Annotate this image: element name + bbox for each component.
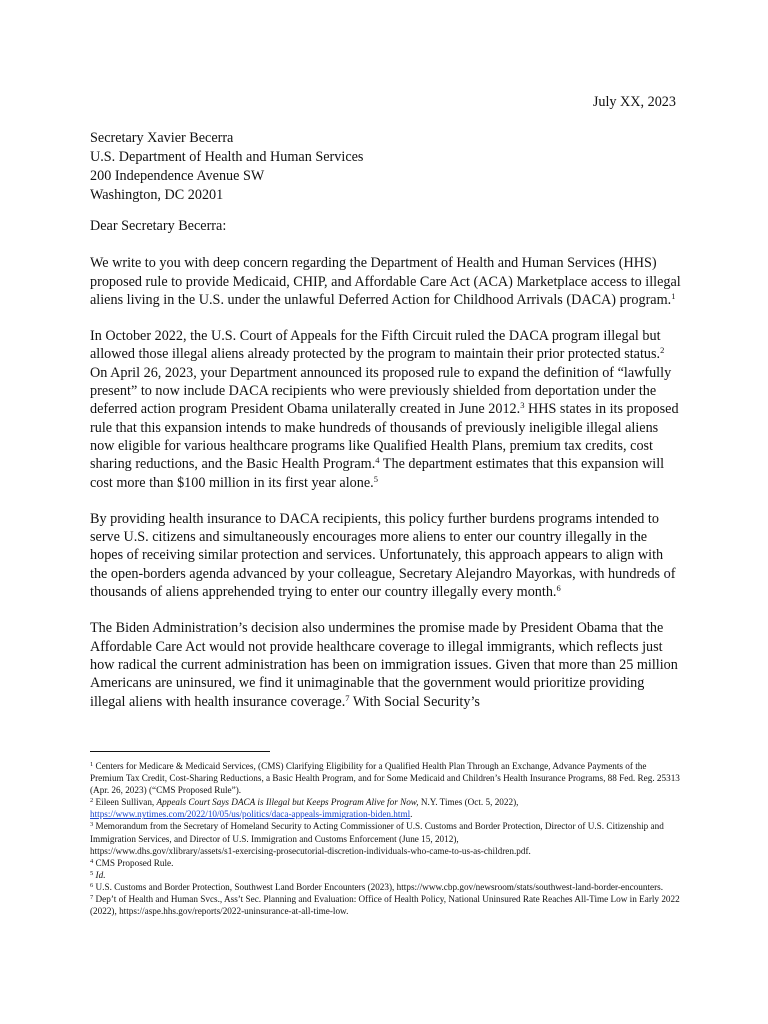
- footnote-text: N.Y. Times (Oct. 5, 2022),: [418, 797, 519, 808]
- footnotes: [90, 760, 680, 917]
- paragraph-2: [90, 327, 682, 492]
- footnote-text: Eileen Sullivan,: [93, 797, 157, 808]
- footnote-ref-5: 5: [373, 473, 378, 484]
- footnote-7: [90, 893, 680, 917]
- footnote-text: Centers for Medicare & Medicaid Services, (CMS) Clarifying Eligibility for a Qualified Health Plan Through an Exchange, Advance Payments of the Premium Tax Credit, Cost-Sharing Reductions, a Basic Health Program, and for Some Medicaid and Children’s Health Insurance Programs, 88 Fed. Reg. 25313 (Apr. 26, 2023) (“CMS Proposed Rule”).: [90, 761, 680, 796]
- paragraph-2-part-2: On April 26, 2023, your Department announced its proposed rule to expand the definition of “lawfully present” to now include DACA recipients who were previously shielded from deportation under the deferred action program President Obama unilaterally created in June 2012.: [90, 364, 672, 418]
- footnote-3: [90, 820, 680, 856]
- letter-body: [90, 217, 682, 729]
- footnote-url: https://www.dhs.gov/xlibrary/assets/s1-exercising-prosecutorial-discretion-individuals-who-came-to-us-as-children.pdf: [90, 845, 529, 856]
- paragraph-4: [90, 619, 682, 710]
- footnote-text: Memorandum from the Secretary of Homeland Security to Acting Commissioner of U.S. Customs and Border Protection, Director of U.S. Citizenship and Immigration Services, and Director of U.S. Immigration and Customs Enforcement (June 15, 2012),: [90, 821, 664, 844]
- footnote-ref-6: 6: [556, 583, 561, 594]
- footnote-2: [90, 796, 680, 820]
- footnote-text: CMS Proposed Rule.: [93, 857, 174, 868]
- letter-date: July XX, 2023: [592, 94, 676, 110]
- paragraph-3-text: By providing health insurance to DACA recipients, this policy further burdens programs intended to serve U.S. citizens and simultaneously encourages more aliens to enter our country illegally in the hopes of receiving similar protection and services. Unfortunately, this approach appears to align with the open-borders agenda advanced by your colleague, Secretary Alejandro Mayorkas, with hundreds of thousands of aliens apprehended trying to enter our country illegally every month.: [90, 510, 676, 601]
- paragraph-2-part-4: The department estimates that this expansion will cost more than $100 million in its first year alone.: [90, 456, 665, 491]
- paragraph-1-text: We write to you with deep concern regarding the Department of Health and Human Services (HHS) proposed rule to provide Medicaid, CHIP, and Affordable Care Act (ACA) Marketplace access to illegal aliens living in the U.S. under the unlawful Deferred Action for Childhood Arrivals (DACA) program.: [90, 255, 681, 308]
- footnote-4: [90, 857, 680, 869]
- recipient-street: 200 Independence Avenue SW: [90, 168, 265, 184]
- footnote-number: 2: [90, 797, 94, 805]
- footnote-text: .: [528, 845, 531, 856]
- recipient-department: U.S. Department of Health and Human Services: [90, 149, 364, 165]
- recipient-city: Washington, DC 20201: [90, 187, 224, 203]
- footnote-text: Dep’t of Health and Human Svcs., Ass’t Sec. Planning and Evaluation: Office of Health Policy, National Uninsured Rate Reaches All-Time Low in Early 2022 (2022), https://aspe.hhs.gov/reports/2022-uninsurance-at-all-time-low.: [90, 894, 680, 917]
- footnote-1: [90, 760, 680, 796]
- paragraph-2-part-3: HHS states in its proposed rule that this expansion intends to make hundreds of thousands of previously ineligible illegal aliens now eligible for various healthcare programs like Qualified Health Plans, premium tax credits, cost sharing reductions, and the Basic Health Program.: [90, 401, 679, 473]
- recipient-name: Secretary Xavier Becerra: [90, 130, 234, 146]
- paragraph-3: [90, 510, 682, 601]
- recipient-address: [90, 129, 690, 205]
- footnote-number: 4: [90, 857, 94, 865]
- footnote-ref-3: 3: [520, 400, 525, 411]
- footnote-6: [90, 881, 680, 893]
- footnote-article-title: Appeals Court Says DACA is Illegal but Keeps Program Alive for Now,: [156, 797, 419, 808]
- paragraph-4-part-2: With Social Security’s: [349, 693, 480, 710]
- footnote-ref-7: 7: [345, 692, 350, 703]
- footnote-text: Id.: [93, 869, 106, 880]
- footnote-ref-1: 1: [671, 290, 676, 301]
- footnote-number: 6: [90, 881, 94, 889]
- paragraph-2-part-1: In October 2022, the U.S. Court of Appeals for the Fifth Circuit ruled the DACA program illegal but allowed those illegal aliens already protected by the program to maintain their prior protected status.: [90, 328, 661, 363]
- paragraph-1: [90, 254, 682, 309]
- salutation: Dear Secretary Becerra:: [90, 218, 227, 234]
- paragraph-4-part-1: The Biden Administration’s decision also undermines the promise made by President Obama that the Affordable Care Act would not provide healthcare coverage to illegal immigrants, which reflects just how radical the current administration has been on immigration issues. Given that more than 25 million Americans are uninsured, we find it unimaginable that the government would prioritize providing illegal aliens with health insurance coverage.: [90, 620, 678, 710]
- footnote-number: 1: [90, 761, 94, 768]
- footnote-5: [90, 869, 680, 881]
- footnote-ref-4: 4: [375, 455, 380, 466]
- footnote-link[interactable]: https://www.nytimes.com/2022/10/05/us/politics/daca-appeals-immigration-biden.html: [90, 809, 411, 820]
- footnote-number: 5: [90, 869, 94, 877]
- footnote-text: .: [410, 809, 413, 820]
- footnote-text: U.S. Customs and Border Protection, Southwest Land Border Encounters (2023), https://www.cbp.gov/newsroom/stats/southwest-land-border-encounters.: [93, 881, 664, 892]
- footnote-ref-2: 2: [660, 345, 665, 356]
- footnote-number: 7: [90, 894, 94, 902]
- footnote-number: 3: [90, 821, 94, 829]
- footnote-separator: [90, 751, 270, 752]
